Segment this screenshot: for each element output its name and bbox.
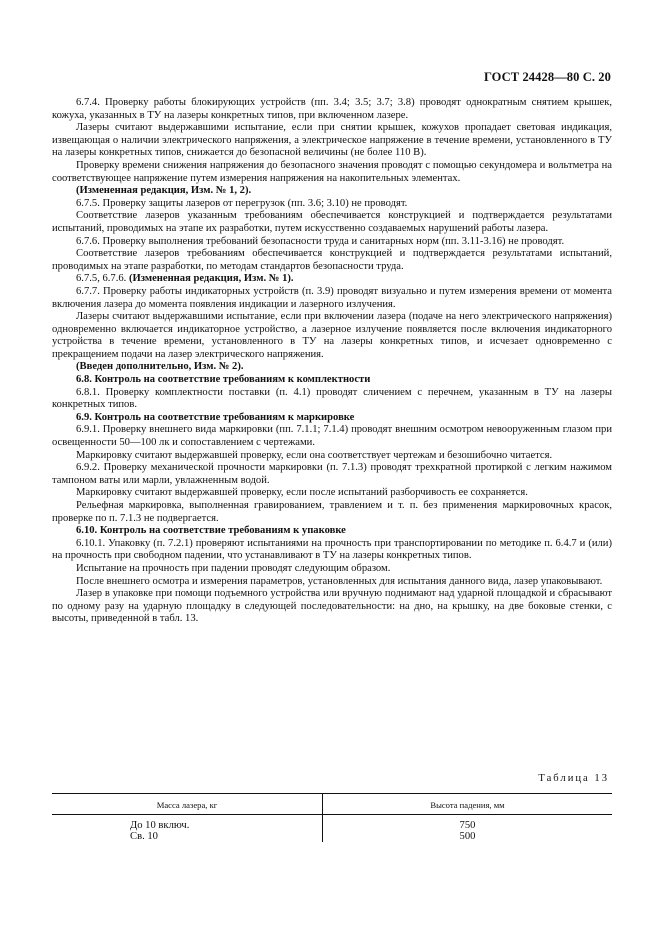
section-heading: 6.8. Контроль на соответствие требованиям к комплектности [76,374,371,386]
table-row [52,831,612,842]
paragraph: Маркировку считают выдержавшей проверку, если после испытаний разборчивость ее сохраняется. [76,487,528,499]
paragraph: Соответствие лазеров указанным требованиям обеспечивается конструкцией и подтверждается результатами испытаний, проводимых на этапе их разработки, путем искусственно создаваемых нарушений работы лазера. [52,210,612,234]
paragraph: 6.7.5. Проверку защиты лазеров от перегрузок (пп. 3.6; 3.10) не проводят. [76,197,408,209]
column-header-mass: Масса лазера, кг [52,794,323,815]
table-header-row [52,794,612,815]
paragraph: 6.7.4. Проверку работы блокирующих устройств (пп. 3.4; 3.5; 3.7; 3.8) проводят однократным снятием крышек, кожуха, указанных в ТУ на лазеры конкретных типов, при включенном лазере. [52,97,612,121]
clause-prefix: 6.7.5, 6.7.6. [76,273,127,285]
column-header-height: Высота падения, мм [323,794,613,815]
table-row [52,815,612,832]
amendment-note [52,273,612,286]
paragraph: Лазеры считают выдержавшими испытание, если при снятии крышек, кожухов пропадает световая индикация, извещающая о наличии электрического напряжения, а электрическое напряжение в течение времени, установленного в ТУ на лазеры конкретных типов, снижается до безопасной величины (не более 110 В). [52,122,612,159]
paragraph: Рельефная маркировка, выполненная гравированием, травлением и т. п. без применения маркировочных красок, проверке по п. 7.1.3 не подвергается. [52,500,612,524]
paragraph: Проверку времени снижения напряжения до безопасного значения проводят с помощью секундомера и вольтметра на соответствующее напряжение путем измерения напряжения на накопительных элементах. [52,159,612,184]
paragraph: Маркировку считают выдержавшей проверку, если она соответствует чертежам и безошибочно читается. [76,449,553,461]
paragraph: Лазеры считают выдержавшими испытание, если при включении лазера (подаче на него электрического напряжения) одновременно включается индикаторное устройство, а лазерное излучение появляется после включения индикаторного устройства в течение времени, установленного в ТУ на лазеры конкретных типов, и исчезает одновременно с прекращением подачи на лазер электрического напряжения. [52,311,612,360]
height-cell: 500 [459,831,476,842]
paragraph: Соответствие лазеров требованиям обеспечивается конструкцией и подтверждается результатами испытаний, проводимых на этапе разработки, по методам стандартов безопасности труда. [52,248,612,272]
amendment-note: (Измененная редакция, Изм. № 1, 2). [76,185,252,197]
amendment-note: (Введен дополнительно, Изм. № 2). [76,361,244,373]
paragraph: После внешнего осмотра и измерения параметров, установленных для испытания данного вида, лазер упаковывают. [76,575,603,587]
amendment-bold: (Измененная редакция, Изм. № 1). [128,273,294,285]
paragraph: Лазер в упаковке при помощи подъемного устройства или вручную поднимают над ударной площадкой и сбрасывают по одному разу на ударную площадку в следующей последовательности: на дно, на крышку, на две боковые стенки, с высоты, приведенной в табл. 13. [52,588,612,625]
paragraph: Испытание на прочность при падении проводят следующим образом. [76,562,391,574]
paragraph: 6.7.7. Проверку работы индикаторных устройств (п. 3.9) проводят визуально и путем измерения времени от момента включения лазера до момента появления индикации и лазерного излучения. [52,285,612,310]
height-cell: 750 [459,820,476,831]
section-heading: 6.10. Контроль на соответствие требованиям к упаковке [76,525,346,537]
section-heading: 6.9. Контроль на соответствие требованиям к маркировке [76,411,355,423]
paragraph: 6.8.1. Проверку комплектности поставки (п. 4.1) проводят сличением с перечнем, указанным в ТУ на лазеры конкретных типов. [52,386,612,411]
paragraph: 6.10.1. Упаковку (п. 7.2.1) проверяют испытаниями на прочность при транспортировании по методике п. 6.4.7 и (или) на прочность при свободном падении, что устанавливают в ТУ на лазеры конкретных типов. [52,537,612,562]
document-body [52,97,612,626]
table-caption: Таблица 13 [538,773,609,784]
table-13 [52,793,612,842]
paragraph: 6.9.2. Проверку механической прочности маркировки (п. 7.1.3) проводят трехкратной протиркой с легким нажимом тампоном ваты или марли, увлажненным водой. [52,462,612,486]
paragraph: 6.9.1. Проверку внешнего вида маркировки (пп. 7.1.1; 7.1.4) проводят внешним осмотром невооруженным глазом при освещенности 50—100 лк и сопоставлением с чертежами. [52,424,612,449]
page-header: ГОСТ 24428—80 С. 20 [483,70,611,84]
mass-cell: До 10 включ. [52,815,323,832]
paragraph: 6.7.6. Проверку выполнения требований безопасности труда и санитарных норм (пп. 3.11-3.16) не проводят. [76,235,565,247]
mass-cell: Св. 10 [52,831,323,842]
